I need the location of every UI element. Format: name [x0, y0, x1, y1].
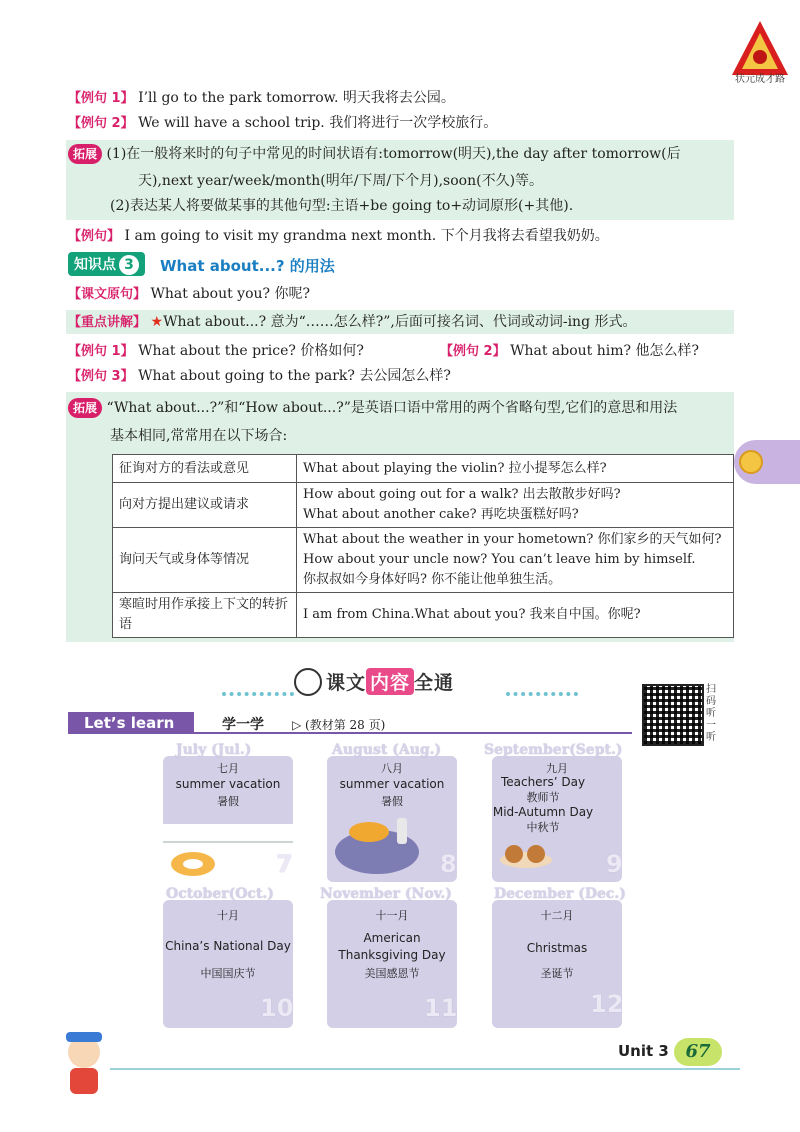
month-event-cn: 中国国庆节 — [200, 967, 256, 980]
divider-dots-right — [506, 692, 578, 696]
month-number: 11 — [424, 994, 458, 1022]
section-title: 课文 内容 全通 — [326, 668, 454, 695]
usage-cell: 寒暄时用作承接上下文的转折语 — [113, 593, 297, 638]
extension-1-line-3: (2)表达某人将要做某事的其他句型:主语+be going to+动词原形(+其他). — [110, 198, 574, 214]
month-number: 8 — [440, 850, 457, 878]
page-number: 67 — [674, 1038, 722, 1066]
month-event: summer vacation — [339, 777, 445, 791]
example-cell: What about playing the violin? 拉小提琴怎么样? — [297, 455, 734, 483]
extension-1-line-2: 天),next year/week/month(明年/下周/下个月),soon(不久)等。 — [138, 173, 544, 189]
example-2: 【例句 2】 We will have a school trip. 我们将进行一次学校旅行。 — [68, 115, 498, 131]
month-title: October(Oct.) — [166, 886, 274, 902]
example-mid: 【例句】 I am going to visit my grandma next month. 下个月我将去看望我奶奶。 — [68, 228, 609, 244]
month-cn: 十一月 — [375, 909, 409, 922]
footer-line — [110, 1068, 740, 1070]
table-row — [113, 483, 734, 528]
month-event-cn: 教师节 — [526, 791, 560, 804]
textbook-reference: ▷ (教材第 28 页) — [292, 718, 386, 732]
wa-example-1: 【例句 1】 What about the price? 价格如何? — [68, 343, 364, 359]
example-cell: What about the weather in your hometown? 你们家乡的天气如何? How about your uncle now? You can’t leave him by himself. 你叔叔如今身体好吗? 你不能让他单独生活。 — [297, 528, 734, 593]
month-event-cn: 暑假 — [217, 795, 239, 808]
qr-code[interactable] — [642, 684, 704, 746]
month-cn: 十月 — [217, 909, 239, 922]
learn-cn-label: 学一学 — [222, 717, 264, 733]
month-number: 12 — [590, 990, 624, 1018]
month-event: Christmas — [526, 941, 588, 955]
knowledge-title: What about...? 的用法 — [160, 257, 335, 275]
month-number: 7 — [276, 850, 293, 878]
month-event-cn: 中秋节 — [526, 821, 560, 834]
month-event-cn: 暑假 — [381, 795, 403, 808]
month-event-cn: 美国感恩节 — [364, 967, 420, 980]
panda-icon — [294, 668, 322, 696]
extension-1-line-1: 拓展 (1)在一般将来时的句子中常见的时间状语有:tomorrow(明天),the day after tomorrow(后 — [68, 144, 681, 164]
mascot-face-icon — [739, 450, 763, 474]
brand-name: 状元成才路 — [735, 74, 785, 85]
month-event: Teachers’ Day — [500, 775, 586, 789]
qr-caption: 扫码听一听 — [706, 684, 716, 743]
table-row — [113, 593, 734, 638]
month-event-cn: 圣诞节 — [540, 967, 574, 980]
pool-illustration — [163, 820, 293, 882]
lets-learn-label: Let’s learn — [68, 712, 194, 734]
month-event: summer vacation — [175, 777, 281, 791]
example-cell: I am from China.What about you? 我来自中国。你呢? — [297, 593, 734, 638]
usage-table — [112, 454, 734, 638]
month-cn: 七月 — [217, 762, 239, 775]
month-title: September(Sept.) — [484, 742, 623, 758]
month-event: American — [363, 931, 421, 945]
key-explanation: 【重点讲解】 ★What about...? 意为“……怎么样?”,后面可接名词、代词或动词-ing 形式。 — [68, 314, 637, 330]
month-title: December (Dec.) — [494, 886, 626, 902]
table-row — [113, 528, 734, 593]
month-event: Thanksgiving Day — [338, 948, 446, 962]
divider-dots-left — [222, 692, 294, 696]
month-title: November (Nov.) — [320, 886, 452, 902]
unit-label: Unit 3 — [618, 1042, 669, 1060]
usage-cell: 征询对方的看法或意见 — [113, 455, 297, 483]
example-1: 【例句 1】 I’ll go to the park tomorrow. 明天我将去公园。 — [68, 90, 455, 106]
example-cell: How about going out for a walk? 出去散散步好吗? What about another cake? 再吃块蛋糕好吗? — [297, 483, 734, 528]
extension-badge: 拓展 — [68, 144, 102, 164]
extension-badge-2: 拓展 — [68, 398, 102, 418]
mascot-icon — [56, 1028, 112, 1098]
backpack-illustration — [327, 816, 457, 882]
knowledge-badge: 知识点 3 — [68, 252, 145, 276]
extension-2-line-2: 基本相同,常常用在以下场合: — [110, 428, 288, 444]
wa-example-2: 【例句 2】 What about him? 他怎么样? — [440, 343, 699, 359]
month-number: 10 — [260, 994, 294, 1022]
month-event: China’s National Day — [165, 939, 291, 953]
month-number: 9 — [606, 850, 623, 878]
usage-cell: 询问天气或身体等情况 — [113, 528, 297, 593]
table-row — [113, 455, 734, 483]
wa-example-3: 【例句 3】 What about going to the park? 去公园怎么样? — [68, 368, 451, 384]
month-event: Mid-Autumn Day — [492, 805, 594, 819]
usage-cell: 向对方提出建议或请求 — [113, 483, 297, 528]
month-title: August (Aug.) — [332, 742, 442, 758]
month-cn: 十二月 — [540, 909, 574, 922]
month-cn: 八月 — [381, 762, 403, 775]
extension-2-line-1: 拓展 “What about...?”和“How about...?”是英语口语中常用的两个省略句型,它们的意思和用法 — [68, 398, 677, 418]
source-sentence: 【课文原句】 What about you? 你呢? — [68, 286, 310, 302]
month-cn: 九月 — [546, 762, 568, 775]
month-title: July (Jul.) — [176, 742, 252, 758]
